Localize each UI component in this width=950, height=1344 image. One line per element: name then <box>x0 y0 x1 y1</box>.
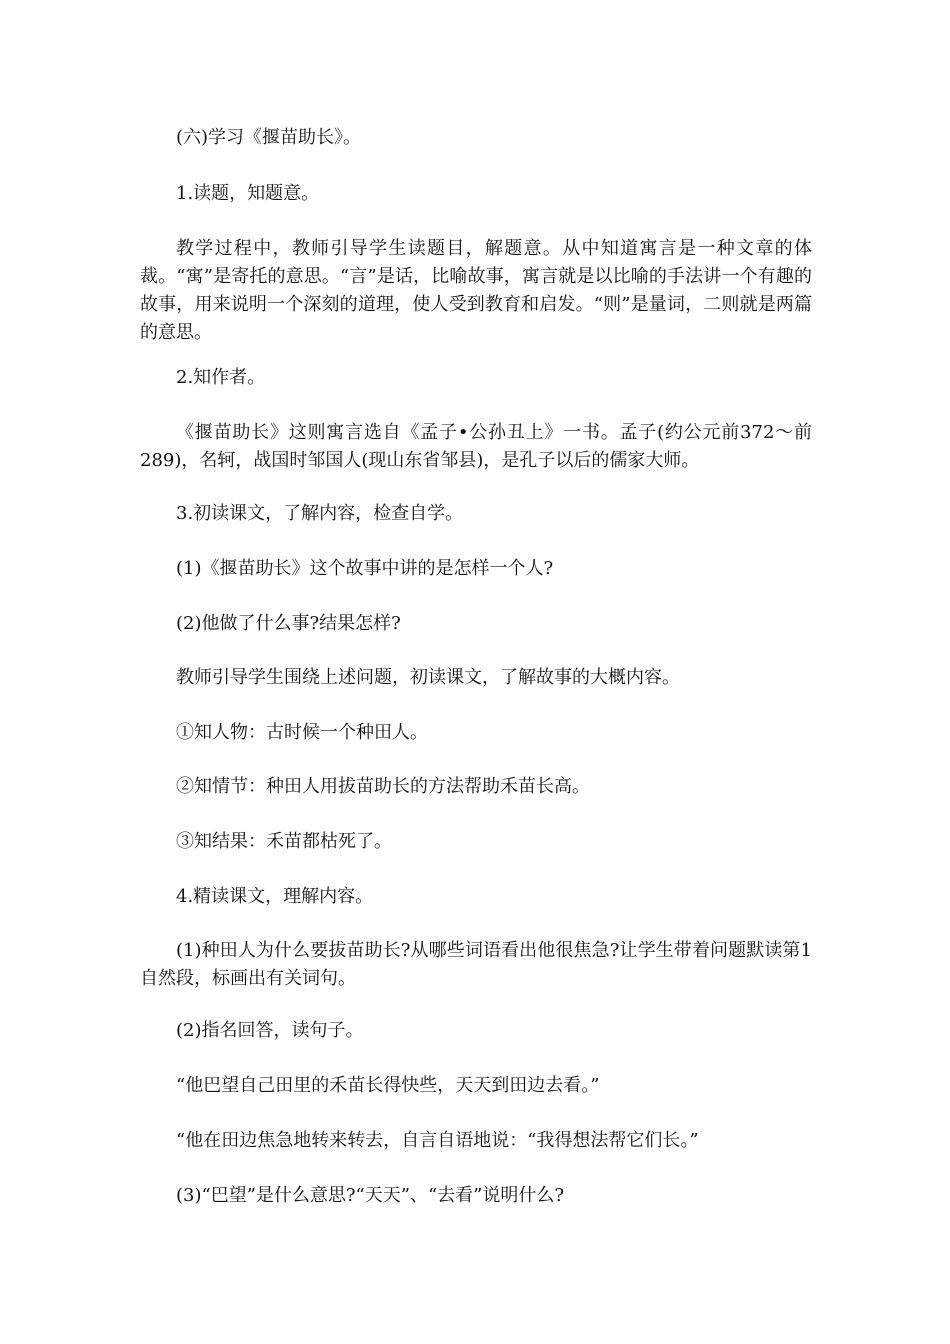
body-paragraph: 教师引导学生围绕上述问题，初读课文，了解故事的大概内容。 <box>176 667 680 688</box>
body-paragraph: 《揠苗助长》这则寓言选自《孟子•公孙丑上》一书。孟子(约公元前372～前289)，名轲，战国时邹国人(现山东省邹县)，是孔子以后的儒家大师。 <box>140 422 812 471</box>
body-paragraph: 教学过程中，教师引导学生读题目，解题意。从中知道寓言是一种文章的体裁。“寓”是寄托的意思。“言”是话，比喻故事，寓言就是以比喻的手法讲一个有趣的故事，用来说明一个深刻的道理，使人受到教育和启发。“则”是量词，二则就是两篇的意思。 <box>140 238 812 343</box>
list-item: ①知人物：古时候一个种田人。 <box>176 722 428 743</box>
list-item: ②知情节：种田人用拔苗助长的方法帮助禾苗长高。 <box>176 776 590 797</box>
body-paragraph: (1)种田人为什么要拔苗助长?从哪些词语看出他很焦急?让学生带着问题默读第1自然段，标画出有关词句。 <box>140 940 812 989</box>
step-heading: 4.精读课文，理解内容。 <box>176 886 374 907</box>
quote-line: “他巴望自己田里的禾苗长得快些，天天到田边去看。” <box>176 1075 600 1096</box>
section-heading: (六)学习《揠苗助长》。 <box>176 127 362 148</box>
step-heading: 3.初读课文，了解内容，检查自学。 <box>176 503 464 524</box>
question-item: (1)《揠苗助长》这个故事中讲的是怎样一个人? <box>176 558 554 579</box>
quote-line: “他在田边焦急地转来转去，自言自语地说：“我得想法帮它们长。” <box>176 1130 699 1151</box>
question-item: (3)“巴望”是什么意思?“天天”、“去看”说明什么? <box>176 1185 565 1206</box>
question-item: (2)指名回答，读句子。 <box>176 1020 364 1041</box>
list-item: ③知结果：禾苗都枯死了。 <box>176 831 392 852</box>
step-heading: 2.知作者。 <box>176 367 266 388</box>
step-heading: 1.读题，知题意。 <box>176 183 320 204</box>
question-item: (2)他做了什么事?结果怎样? <box>176 613 401 634</box>
